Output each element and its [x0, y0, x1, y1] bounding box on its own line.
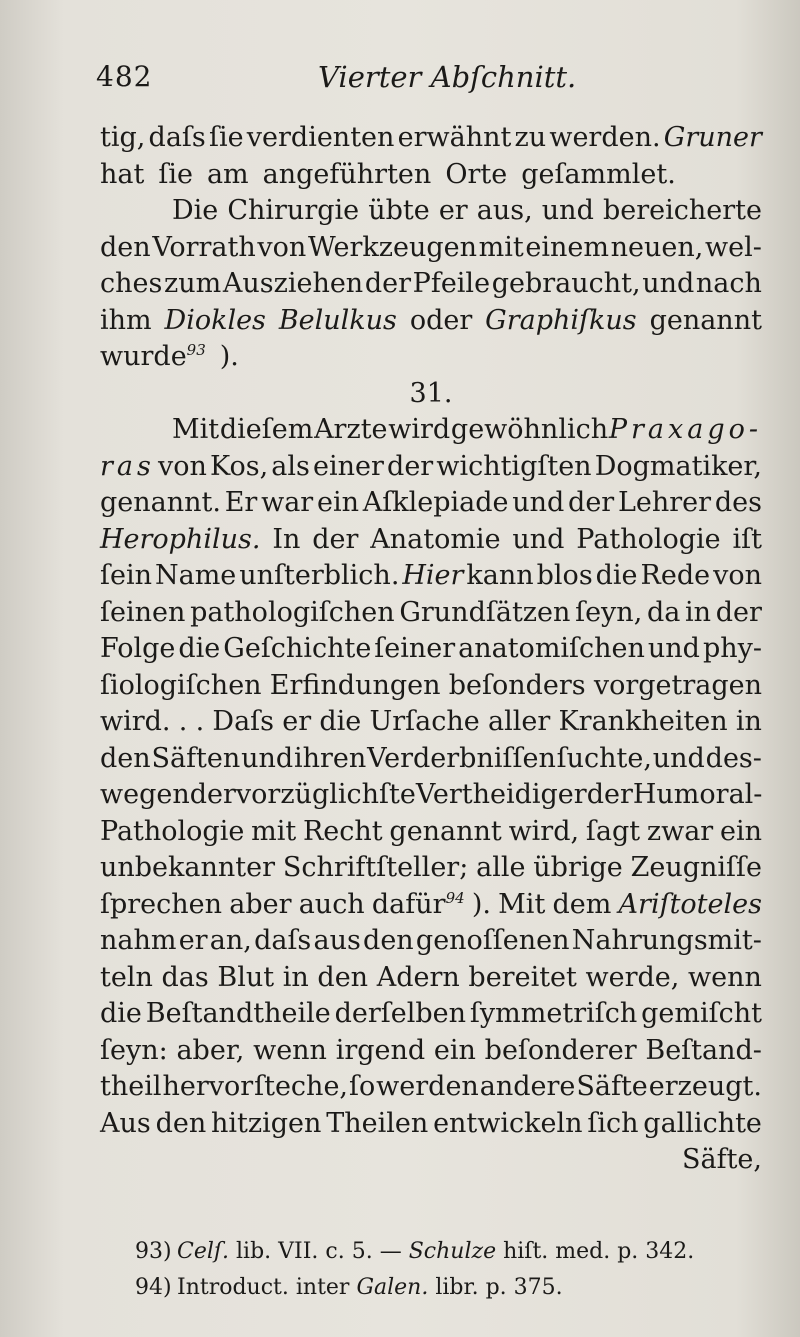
word: bereicherte: [602, 195, 762, 226]
word: Geſchichte: [223, 633, 372, 664]
text-line: [100, 704, 762, 741]
footnote: [135, 1234, 755, 1270]
word: Nahrungsmit-: [571, 925, 762, 956]
word: Beſtandtheile: [145, 998, 331, 1029]
word: Herophilus.: [100, 523, 261, 555]
text-line: [100, 1106, 762, 1143]
word: ſie: [208, 122, 244, 153]
word: daſs: [254, 925, 312, 956]
footnote: [135, 1270, 755, 1306]
footnotes: [135, 1234, 755, 1306]
word: ches: [100, 268, 163, 299]
word: ſeinen: [100, 596, 186, 628]
word: wenn: [253, 1034, 327, 1066]
word: hat: [100, 158, 145, 190]
word: werden.: [549, 122, 661, 153]
text-line: [100, 303, 762, 340]
word: und: [642, 268, 695, 299]
word: Orte: [445, 158, 508, 190]
word: unſterblich.: [239, 560, 400, 591]
footnote-ref-word: wurde$^{93}$: [100, 341, 206, 372]
word: oder: [409, 304, 473, 336]
word: ſeyn:: [100, 1034, 168, 1066]
text-line: [100, 1069, 762, 1106]
word: übrige: [533, 852, 623, 883]
word: den: [317, 961, 369, 993]
word: einer: [313, 450, 384, 482]
word: theil: [100, 1071, 162, 1102]
text-line: [100, 996, 762, 1033]
footnote-text: Schulze: [408, 1239, 497, 1264]
word: Werkzeugen: [307, 231, 478, 263]
body-text: [100, 120, 762, 1179]
word: wird,: [508, 815, 580, 847]
word: Arzte: [314, 414, 388, 445]
word: iſt: [732, 523, 762, 555]
word: Adern: [376, 961, 460, 993]
word: Pathologie: [100, 815, 245, 847]
word: er: [438, 195, 468, 226]
word: derſelben: [334, 998, 467, 1029]
word: übte: [368, 195, 430, 226]
word: erwähnt: [397, 122, 512, 153]
word: ſeiner: [374, 633, 456, 664]
word: gemiſcht: [641, 998, 762, 1029]
word: Belulkus: [278, 304, 397, 336]
word: gewöhnlich: [450, 414, 609, 445]
word: kann: [466, 560, 534, 591]
text-line: [100, 814, 762, 851]
word: und: [652, 742, 705, 774]
word: pathologiſchen: [190, 596, 395, 628]
word: Krankheiten: [558, 706, 728, 737]
word: in: [282, 961, 309, 993]
text-line: [100, 120, 762, 157]
word: Säfte: [576, 1071, 648, 1102]
footnote-marker: 93: [186, 341, 206, 359]
word: Beſtand-: [645, 1034, 762, 1066]
word: ſeyn,: [575, 596, 643, 628]
word: vorzüglichſte: [235, 779, 416, 810]
word: aller: [488, 706, 551, 737]
word: aus,: [476, 195, 533, 226]
word: wegen: [100, 779, 190, 810]
word: Ausziehen: [222, 268, 364, 299]
word: ſagt: [585, 815, 641, 847]
word: alle: [476, 852, 526, 883]
word: wenn: [688, 961, 762, 993]
word: In: [272, 523, 301, 555]
word: die: [100, 998, 142, 1029]
word: des: [714, 487, 762, 518]
text-line: [100, 485, 762, 522]
text-line: [100, 631, 762, 668]
word: an,: [209, 925, 252, 956]
word: Pfeile: [412, 268, 491, 299]
word: und: [647, 633, 700, 664]
word: der: [586, 779, 633, 810]
word: zwar: [646, 815, 714, 847]
running-head: Vierter Abſchnitt.: [318, 60, 577, 94]
word: Die: [172, 195, 219, 226]
word: Pathologie: [576, 523, 721, 555]
text-line: [100, 193, 762, 230]
word: der: [715, 596, 762, 628]
word: unbekannter: [100, 852, 276, 883]
word: einem: [525, 231, 610, 263]
footnote-text: libr. p. 375.: [428, 1275, 563, 1300]
word: war: [261, 487, 314, 518]
word: und: [241, 742, 294, 774]
word: auch: [298, 888, 365, 920]
word: geſammlet.: [521, 158, 676, 190]
word: Blut: [217, 961, 275, 993]
footnote-text: Galen.: [356, 1275, 429, 1300]
word: den: [155, 1107, 207, 1139]
word: hitzigen: [211, 1107, 322, 1139]
word: wel-: [705, 231, 762, 263]
word: .: [178, 706, 188, 737]
word: die: [178, 633, 221, 664]
word: ihm: [100, 304, 152, 336]
word: Urſache: [369, 706, 480, 737]
word: den: [100, 231, 151, 263]
word: Humoral-: [632, 779, 763, 810]
footnote-text: lib. VII. c. 5. —: [229, 1239, 409, 1264]
word: zu: [514, 122, 547, 153]
word: ſo: [348, 1071, 376, 1102]
word: ihren: [293, 742, 367, 774]
text-line: [100, 376, 762, 413]
word: teln: [100, 961, 153, 993]
word: genoſſenen: [415, 925, 570, 956]
footnote-marker: 94: [445, 888, 465, 907]
word: hervor: [162, 1071, 254, 1102]
word: Zeugniſſe: [630, 852, 762, 883]
word: ein: [316, 487, 359, 518]
word: beſonderer: [484, 1034, 637, 1066]
word: als: [271, 450, 310, 482]
text-line: [100, 1142, 762, 1179]
word: dieſem: [219, 414, 314, 445]
word: wird: [388, 414, 451, 445]
word: in: [735, 706, 762, 737]
word: ſteche,: [254, 1071, 349, 1102]
word: Daſs: [212, 706, 275, 737]
word: den: [363, 925, 414, 956]
word: Vorrath: [152, 231, 256, 263]
word: des-: [705, 742, 762, 774]
text-line: [100, 668, 762, 705]
word: Grundſätzen: [399, 596, 571, 628]
word: Name: [154, 560, 237, 591]
word: Ariſtoteles: [618, 888, 762, 920]
word: das: [161, 961, 209, 993]
word: Folge: [100, 633, 176, 664]
word: Rede: [640, 560, 711, 591]
word: den: [100, 742, 151, 774]
word: tig,: [100, 122, 146, 153]
text-line: [100, 522, 762, 559]
word: Recht: [302, 815, 383, 847]
text-line: [100, 595, 762, 632]
word: die: [595, 560, 638, 591]
footnote-text: Introduct. inter: [177, 1275, 357, 1300]
word: ).: [219, 341, 239, 372]
word: 31.: [409, 377, 453, 409]
text-line: [100, 923, 762, 960]
word: Anatomie: [370, 523, 501, 555]
word: wichtigſten: [436, 450, 592, 482]
word: Diokles: [164, 304, 266, 336]
word: andere: [479, 1071, 576, 1102]
word: gebraucht,: [491, 268, 641, 299]
word: entwickeln: [433, 1107, 583, 1139]
word: er: [282, 706, 312, 737]
footnote-ref-word: dafür$^{94}$: [371, 888, 465, 920]
word: die: [319, 706, 362, 737]
word: Hier: [402, 560, 464, 591]
word: Theilen: [326, 1107, 429, 1139]
word: der: [364, 268, 412, 299]
word: ſuchte,: [556, 742, 652, 774]
word: ſiologiſchen: [100, 669, 262, 701]
word: Graphiſkus: [485, 304, 637, 336]
word: der: [189, 779, 236, 810]
word: nahm: [100, 925, 177, 956]
word: der: [387, 450, 434, 482]
word: aus: [313, 925, 361, 956]
word: bereitet: [468, 961, 577, 993]
word: Praxago-: [608, 414, 762, 445]
word: genannt: [389, 815, 502, 847]
word: der: [312, 523, 359, 555]
text-line: [100, 339, 762, 376]
word: nach: [695, 268, 762, 299]
word: Gruner: [663, 122, 762, 153]
word: ſich: [587, 1107, 639, 1139]
word: am: [206, 158, 249, 190]
word: ſymmetriſch: [469, 998, 638, 1029]
word: anatomiſchen: [458, 633, 645, 664]
word: von: [158, 450, 207, 482]
word: genannt: [649, 304, 762, 336]
word: daſs: [148, 122, 206, 153]
text-line: [100, 1033, 762, 1070]
footnote-text: Celſ.: [177, 1239, 230, 1264]
word: Aus: [100, 1107, 151, 1139]
word: und: [541, 195, 594, 226]
word: ſprechen: [100, 888, 223, 920]
word: werde,: [585, 961, 680, 993]
word: verdienten: [246, 122, 395, 153]
word: Schriftſteller;: [282, 852, 469, 883]
word: mit: [478, 231, 524, 263]
text-line: [100, 157, 762, 194]
text-line: [100, 558, 762, 595]
word: Säfte,: [682, 1144, 762, 1175]
text-line: [100, 412, 762, 449]
word: Erfindungen: [269, 669, 441, 701]
text-line: [100, 777, 762, 814]
word: aber,: [176, 1034, 245, 1066]
word: dem: [552, 888, 612, 920]
text-line: [100, 960, 762, 997]
word: Vertheidiger: [415, 779, 587, 810]
word: da: [646, 596, 681, 628]
word: genannt.: [100, 487, 221, 518]
word: ein: [433, 1034, 476, 1066]
word: angeführten: [262, 158, 432, 190]
word: ein: [719, 815, 762, 847]
word: von: [713, 560, 762, 591]
word: Verderbniſſen: [367, 742, 556, 774]
word: und: [512, 487, 565, 518]
text-line: [100, 449, 762, 486]
word: Lehrer: [617, 487, 712, 518]
word: Chirurgie: [227, 195, 360, 226]
word: er: [178, 925, 208, 956]
text-line: [100, 887, 762, 924]
word: vorgetragen: [593, 669, 762, 701]
word: neuen,: [610, 231, 704, 263]
word: Mit: [172, 414, 220, 445]
word: Er: [224, 487, 258, 518]
word: ſie: [158, 158, 193, 190]
footnote-text: hiſt. med. p. 342.: [496, 1239, 695, 1264]
word: ſein: [100, 560, 152, 591]
word: phy-: [702, 633, 762, 664]
word: Kos,: [210, 450, 269, 482]
word: ras: [100, 450, 155, 482]
word: irgend: [335, 1034, 426, 1066]
word: der: [568, 487, 615, 518]
text-line: [100, 741, 762, 778]
word: ).: [471, 888, 491, 920]
word: beſonders: [448, 669, 586, 701]
word: werden: [376, 1071, 479, 1102]
footnote-rule: [150, 1226, 230, 1227]
word: wird.: [100, 706, 171, 737]
word: von: [257, 231, 307, 263]
word: aber: [229, 888, 292, 920]
word: gallichte: [643, 1107, 762, 1139]
word: zum: [164, 268, 222, 299]
footnote-number: 93): [135, 1239, 172, 1264]
text-line: [100, 230, 762, 267]
footnote-number: 94): [135, 1275, 172, 1300]
text-line: [100, 266, 762, 303]
word: .: [195, 706, 205, 737]
word: in: [685, 596, 712, 628]
word: mit: [251, 815, 297, 847]
word: erzeugt.: [648, 1071, 762, 1102]
word: Aſklepiade: [362, 487, 509, 518]
word: Säften: [151, 742, 241, 774]
word: blos: [536, 560, 593, 591]
page-number: 482: [96, 60, 153, 93]
text-line: [100, 850, 762, 887]
word: Mit: [498, 888, 546, 920]
word: und: [512, 523, 565, 555]
word: Dogmatiker,: [594, 450, 762, 482]
page-header: [96, 60, 760, 110]
